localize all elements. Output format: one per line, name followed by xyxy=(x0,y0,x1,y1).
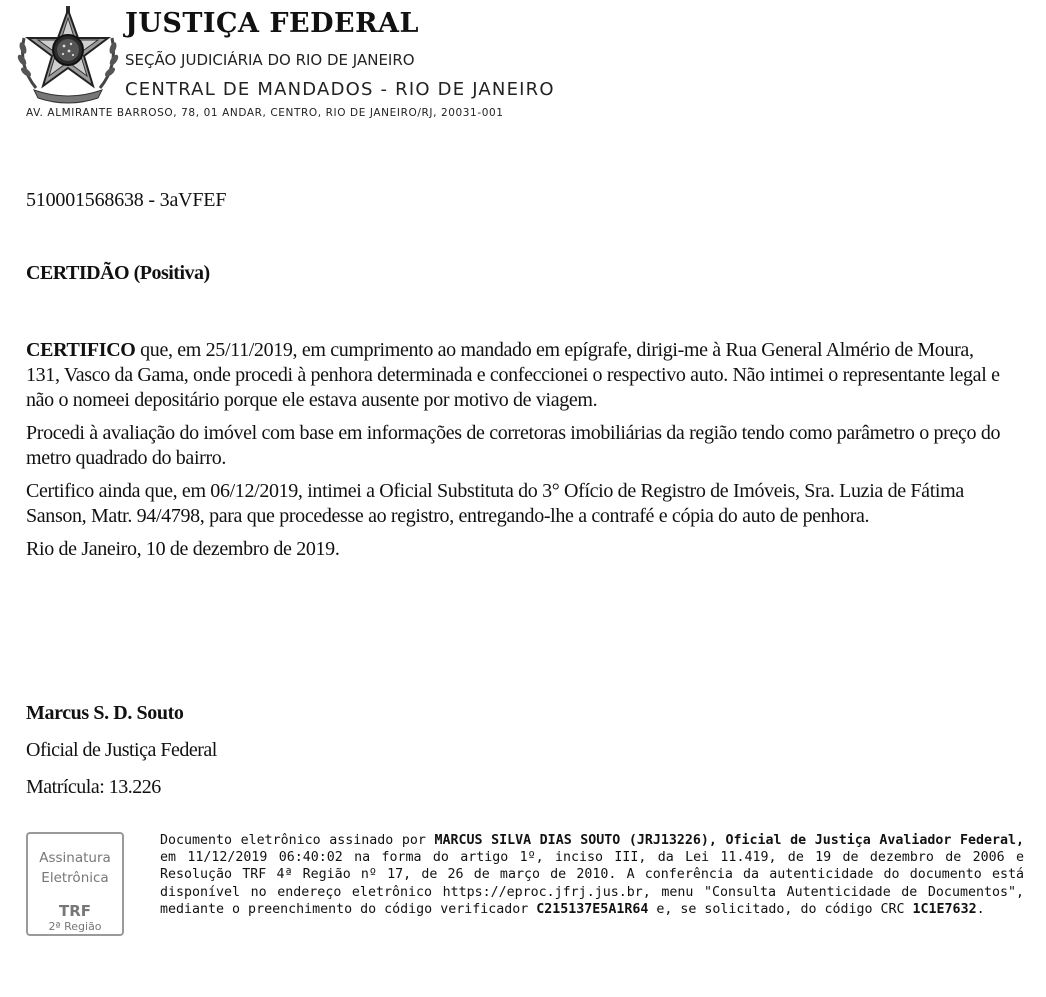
header-address: AV. ALMIRANTE BARROSO, 78, 01 ANDAR, CENTRO, RIO DE JANEIRO/RJ, 20031-001 xyxy=(26,107,504,119)
place-date: Rio de Janeiro, 10 de dezembro de 2019. xyxy=(26,538,340,560)
signer-name: Marcus S. D. Souto xyxy=(26,702,184,724)
paragraph-1 xyxy=(26,338,1001,413)
letterhead xyxy=(14,4,1034,122)
signer-role: Oficial de Justiça Federal xyxy=(26,739,217,761)
stamp-line-4: 2ª Região xyxy=(37,920,113,934)
paragraph-3: Certifico ainda que, em 06/12/2019, intimei a Oficial Substituta do 3° Ofício de Registro de Imóveis, Sra. Luzia de Fátima Sanson, Matr. 94/4798, para que procedesse ao registro, entregando-lhe a contrafé e cópia do auto de penhora. xyxy=(26,480,964,527)
header-section: SEÇÃO JUDICIÁRIA DO RIO DE JANEIRO xyxy=(125,51,415,69)
stamp-line-3: TRF xyxy=(58,902,92,920)
certificate-body xyxy=(26,338,1001,570)
electronic-signature-notice xyxy=(160,832,1024,918)
paragraph-1-lead: CERTIFICO xyxy=(26,339,136,361)
paragraph-2: Procedi à avaliação do imóvel com base em informações de corretoras imobiliárias da região tendo como parâmetro o preço do metro quadrado do bairro. xyxy=(26,422,1001,469)
esign-signer: MARCUS SILVA DIAS SOUTO (JRJ13226), Oficial de Justiça Avaliador Federal, xyxy=(434,833,1024,848)
stamp-line-1: Assinatura xyxy=(39,850,111,866)
coat-of-arms-icon xyxy=(14,4,122,104)
stamp-line-2: Eletrônica xyxy=(41,870,109,886)
signer-registration: Matrícula: 13.226 xyxy=(26,776,161,798)
esign-text-2: em 11/12/2019 06:40:02 na forma do artigo 1º, inciso III, da Lei 11.419, de 19 de dezembro de 2006 e Resolução TRF 4ª Região nº 17, de 26 de março de 2010. A conferência da autenticidade do documento está disponível no endereço eletrônico https://eproc.jfrj.jus.br, menu "Consulta Autenticidade de Documentos", mediante o preenchimento do código verificador xyxy=(160,850,1024,917)
paragraph-1-text: que, em 25/11/2019, em cumprimento ao mandado em epígrafe, dirigi-me à Rua General Almério de Moura, 131, Vasco da Gama, onde procedi à penhora determinada e confeccionei o respectivo auto. Não intimei o representante legal e não o nomeei depositário porque ele estava ausente por motivo de viagem. xyxy=(26,339,1000,411)
esign-crc-code: 1C1E7632 xyxy=(912,901,977,917)
esign-text-3: e, se solicitado, do código CRC xyxy=(648,901,913,917)
header-title: JUSTIÇA FEDERAL xyxy=(125,8,419,39)
esign-text-1: Documento eletrônico assinado por xyxy=(160,833,435,848)
header-central: CENTRAL DE MANDADOS - RIO DE JANEIRO xyxy=(125,79,555,100)
certificate-title: CERTIDÃO (Positiva) xyxy=(26,262,210,284)
electronic-signature-stamp xyxy=(26,832,124,936)
esign-text-4: . xyxy=(976,901,985,917)
esign-verifier-code: C215137E5A1R64 xyxy=(536,901,649,917)
document-number: 510001568638 - 3aVFEF xyxy=(26,189,227,211)
